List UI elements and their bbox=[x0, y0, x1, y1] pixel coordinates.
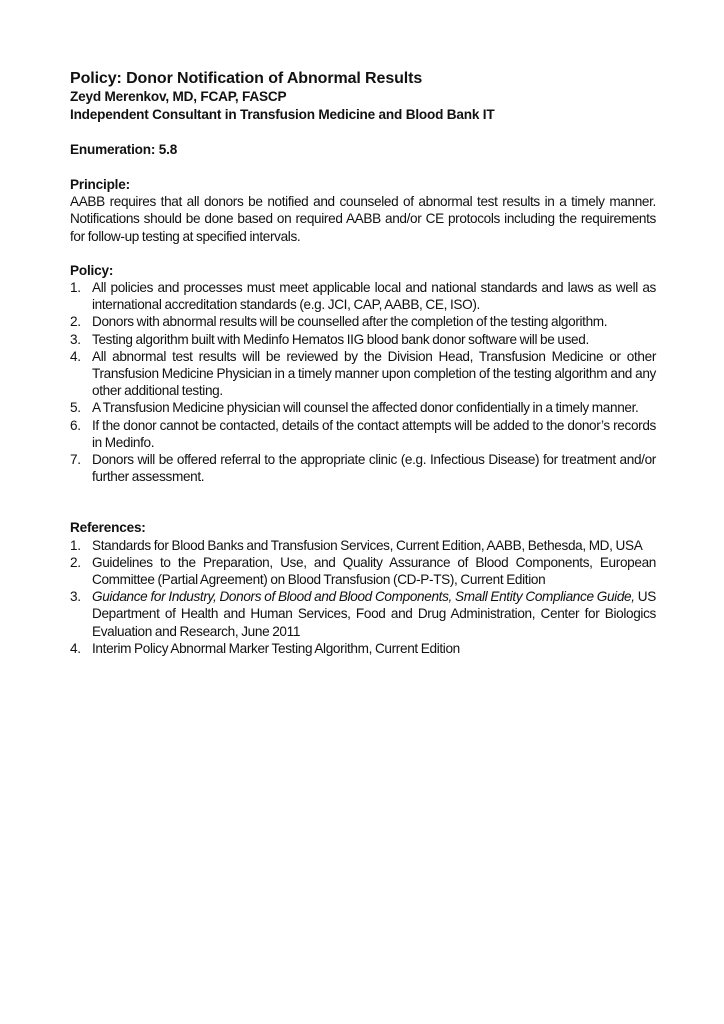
list-number: 3. bbox=[70, 331, 81, 347]
references-heading: References: bbox=[70, 520, 146, 536]
policy-item bbox=[70, 417, 656, 451]
list-number: 1. bbox=[70, 280, 81, 296]
list-number: 2. bbox=[70, 554, 81, 570]
document-title: Policy: Donor Notification of Abnormal Results bbox=[70, 70, 423, 87]
policy-item bbox=[70, 348, 656, 400]
references-list bbox=[70, 537, 656, 657]
principle-heading: Principle: bbox=[70, 177, 130, 192]
document-page bbox=[70, 70, 656, 657]
policy-item bbox=[70, 331, 656, 348]
list-number: 6. bbox=[70, 417, 81, 433]
reference-item bbox=[70, 537, 656, 554]
list-number: 4. bbox=[70, 348, 81, 364]
list-text: Donors will be offered referral to the appropriate clinic (e.g. Infectious Disease) for treatment and/or further assessment. bbox=[92, 452, 656, 485]
policy-item bbox=[70, 399, 656, 416]
list-text: Guidelines to the Preparation, Use, and Quality Assurance of Blood Components, European Committee (Partial Agreement) on Blood Transfusion (CD-P-TS), Current Edition bbox=[92, 554, 656, 588]
policy-item bbox=[70, 313, 656, 330]
list-text: Testing algorithm built with Medinfo Hematos IIG blood bank donor software will be used. bbox=[92, 331, 589, 347]
list-number: 2. bbox=[70, 314, 81, 330]
list-text: Interim Policy Abnormal Marker Testing Algorithm, Current Edition bbox=[92, 640, 460, 656]
policy-list bbox=[70, 279, 656, 485]
principle-text: AABB requires that all donors be notified and counseled of abnormal test results in a timely manner. Notifications should be done based on required AABB and/or CE protocols including the requirements for follow-up testing at specified intervals. bbox=[70, 194, 656, 244]
reference-title-italic: Guidance for Industry, Donors of Blood and Blood Components, Small Entity Compliance Guide, bbox=[92, 589, 635, 605]
list-text: If the donor cannot be contacted, details of the contact attempts will be added to the donor’s records in Medinfo. bbox=[92, 417, 656, 450]
list-number: 3. bbox=[70, 589, 81, 605]
list-number: 4. bbox=[70, 640, 81, 656]
list-text: All abnormal test results will be reviewed by the Division Head, Transfusion Medicine or other Transfusion Medicine Physician in a timely manner upon completion of the testing algorithm and any other additional testing. bbox=[92, 348, 656, 399]
list-text: A Transfusion Medicine physician will counsel the affected donor confidentially in a timely manner. bbox=[92, 400, 639, 416]
policy-item bbox=[70, 279, 656, 313]
list-number: 7. bbox=[70, 452, 81, 468]
author-affiliation: Independent Consultant in Transfusion Medicine and Blood Bank IT bbox=[70, 107, 495, 122]
list-number: 1. bbox=[70, 537, 81, 553]
list-text: All policies and processes must meet applicable local and national standards and laws as well as international accreditation standards (e.g. JCI, CAP, AABB, CE, ISO). bbox=[92, 280, 656, 313]
list-text: Standards for Blood Banks and Transfusion Services, Current Edition, AABB, Bethesda, MD, USA bbox=[92, 537, 643, 553]
enumeration: Enumeration: 5.8 bbox=[70, 142, 178, 157]
policy-heading: Policy: bbox=[70, 262, 114, 278]
author-name: Zeyd Merenkov, MD, FCAP, FASCP bbox=[70, 89, 287, 104]
reference-item bbox=[70, 640, 656, 657]
list-number: 5. bbox=[70, 400, 81, 416]
reference-item bbox=[70, 588, 656, 640]
policy-item bbox=[70, 451, 656, 485]
list-text: Donors with abnormal results will be counselled after the completion of the testing algorithm. bbox=[92, 314, 608, 330]
reference-item bbox=[70, 554, 656, 588]
list-text: US Department of Health and Human Services, Food and Drug Administration, Center for Biologics Evaluation and Research, June 2011 bbox=[92, 589, 656, 639]
